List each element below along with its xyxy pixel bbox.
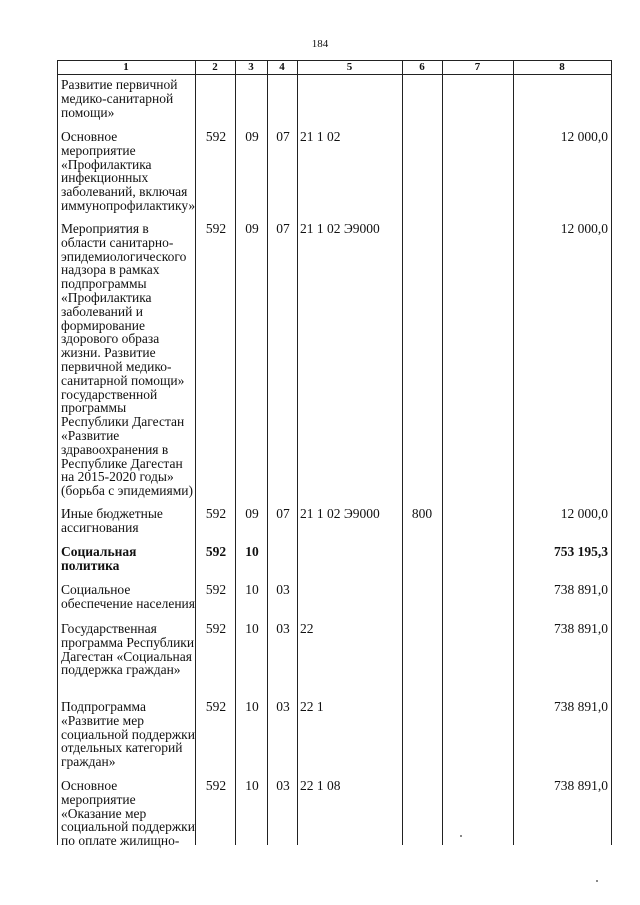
- row-name: Социальная политика: [61, 544, 137, 573]
- header-col-3: 3: [248, 61, 254, 73]
- row-section-code: 09: [245, 129, 259, 144]
- col-border: [57, 60, 58, 845]
- row-section-code: 10: [245, 582, 259, 597]
- row-target-code: 21 1 02 Э9000: [300, 506, 380, 521]
- row-ministry-code: 592: [205, 621, 227, 636]
- row-subsection-code: 03: [276, 621, 290, 636]
- row-section-code: 10: [245, 778, 259, 793]
- header-col-5: 5: [346, 61, 353, 73]
- row-ministry-code: 592: [205, 582, 227, 597]
- row-subsection-code: 03: [276, 778, 290, 793]
- col-border: [611, 60, 612, 845]
- row-target-code: 22 1 08: [300, 778, 341, 793]
- col-border: [513, 60, 514, 845]
- row-section-code: 10: [245, 544, 259, 559]
- row-amount: 738 891,0: [554, 778, 608, 793]
- row-section-code: 10: [245, 621, 259, 636]
- row-amount: 738 891,0: [554, 582, 608, 597]
- row-amount: 738 891,0: [554, 621, 608, 636]
- col-border: [442, 60, 443, 845]
- row-ministry-code: 592: [205, 699, 227, 714]
- row-name: Подпрограмма «Развитие мер социальной поддержки отдельных категорий граждан»: [61, 699, 195, 770]
- row-subsection-code: 03: [276, 699, 290, 714]
- row-amount: 12 000,0: [560, 221, 608, 236]
- row-ministry-code: 592: [205, 129, 227, 144]
- row-name: Мероприятия в области санитарно-эпидемиологического надзора в рамках подпрограммы «Профилактика заболеваний и формирование здорового образа жизни. Развитие первичной медико-санитарной помощи» государственной программы Республики Дагестан «Развитие здравоохранения в Республике Дагестан на 2015-2020 годы» (борьба с эпидемиями): [61, 221, 193, 499]
- row-subsection-code: 03: [276, 582, 290, 597]
- row-name: Развитие первичной медико-санитарной помощи»: [61, 77, 178, 120]
- row-subsection-code: 07: [276, 129, 290, 144]
- col-border: [267, 60, 268, 845]
- row-name: Основное мероприятие «Оказание мер социальной поддержки по оплате жилищно-: [61, 778, 195, 849]
- header-col-4: 4: [279, 61, 285, 73]
- row-expense-type: 800: [411, 506, 433, 521]
- row-ministry-code: 592: [205, 221, 227, 236]
- col-border: [235, 60, 236, 845]
- row-ministry-code: 592: [205, 506, 227, 521]
- col-border: [297, 60, 298, 845]
- row-amount: 753 195,3: [554, 544, 608, 559]
- row-target-code: 22: [300, 621, 314, 636]
- row-name: Основное мероприятие «Профилактика инфекционных заболеваний, включая иммунопрофилактику»: [61, 129, 196, 213]
- row-name: Государственная программа Республики Дагестан «Социальная поддержка граждан»: [61, 621, 195, 678]
- row-subsection-code: 07: [276, 221, 290, 236]
- scan-speck: [460, 835, 462, 837]
- row-section-code: 09: [245, 221, 259, 236]
- row-amount: 738 891,0: [554, 699, 608, 714]
- header-col-8: 8: [559, 61, 565, 73]
- scan-speck: [596, 880, 598, 882]
- header-col-6: 6: [419, 61, 425, 73]
- row-subsection-code: 07: [276, 506, 290, 521]
- header-bottom-border: [57, 74, 612, 75]
- row-target-code: 21 1 02: [300, 129, 341, 144]
- row-ministry-code: 592: [205, 544, 227, 559]
- header-col-2: 2: [212, 61, 218, 73]
- row-amount: 12 000,0: [560, 129, 608, 144]
- row-target-code: 22 1: [300, 699, 324, 714]
- header-col-1: 1: [123, 61, 129, 73]
- col-border: [402, 60, 403, 845]
- row-name: Иные бюджетные ассигнования: [61, 506, 163, 535]
- row-amount: 12 000,0: [560, 506, 608, 521]
- budget-table: [57, 60, 612, 849]
- row-target-code: 21 1 02 Э9000: [300, 221, 380, 236]
- row-name: Социальное обеспечение населения: [61, 582, 195, 611]
- header-col-7: 7: [474, 61, 481, 73]
- col-border: [195, 60, 196, 845]
- row-section-code: 09: [245, 506, 259, 521]
- row-section-code: 10: [245, 699, 259, 714]
- page-number: 184: [311, 38, 329, 50]
- row-ministry-code: 592: [205, 778, 227, 793]
